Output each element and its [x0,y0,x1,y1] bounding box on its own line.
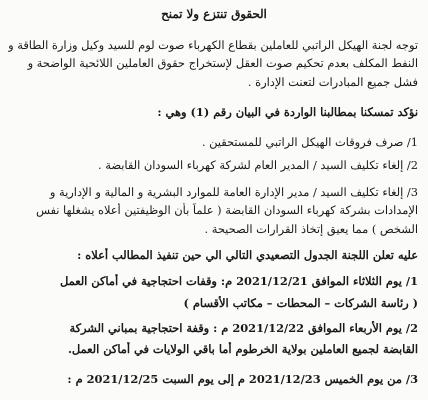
demand-item-2: 2/ إلغاء تكليف السيد / المدير العام لشركة كهرباء السودان القابضة . [97,158,418,172]
intro-line-1: توجه لجنة الهيكل الراتبي للعاملين بقطاع الكهرباء صوت لوم للسيد وكيل وزارة الطاقة و [8,38,418,52]
document-title: الحقوق تنتزع ولا تمنح [161,7,267,21]
demand-item-3-line-3: الشخص ) مما يعيق إتخاذ القرارات الصحيحة . [204,222,418,236]
intro-line-2: النفط المكلف بعدم تحكيم صوت العقل لإستخراج حقوق العاملين اللائحية الواضحة و [27,56,418,70]
schedule-item-3-line-1: 3/ من يوم الخميس 2021/12/23 م إلى يوم السبت 2021/12/25 م : [67,372,418,386]
schedule-intro: عليه تعلن اللجنة الجدول التصعيدي التالي الي حين تنفيذ المطالب أعلاه : [77,248,418,262]
schedule-item-1-line-1: 1/ يوم الثلاثاء الموافق 2021/12/21 م: وقفات احتجاجية في أماكن العمل [59,274,418,288]
schedule-item-2-line-2: القابضة لجميع العاملين بولاية الخرطوم أما باقي الولايات في أماكن العمل. [67,342,418,356]
demands-intro: نؤكد تمسكنا بمطالبنا الواردة في البيان رقم (1) وهي : [157,105,418,119]
demand-item-3-line-2: الإمدادات بشركة كهرباء السودان القابضة ( علماً بأن الوظيفتين أعلاه يشغلها نفس [35,203,418,217]
demand-item-1: 1/ صرف فروقات الهيكل الراتبي للمستحقين . [201,135,418,149]
intro-line-3: فشل جميع المبادرات لتعنت الإدارة . [247,75,418,89]
schedule-item-2-line-1: 2/ يوم الأربعاء الموافق 2021/12/22 م : وقفة احتجاجية بمباني الشركة [69,321,418,335]
demand-item-3-line-1: 3/ إلغاء تكليف السيد / مدير الإدارة العامة للموارد البشرية و المالية و الإدارية و [49,185,418,199]
schedule-item-1-line-2: ( رئاسة الشركات – المحطات – مكاتب الأقسام ) [183,296,418,310]
